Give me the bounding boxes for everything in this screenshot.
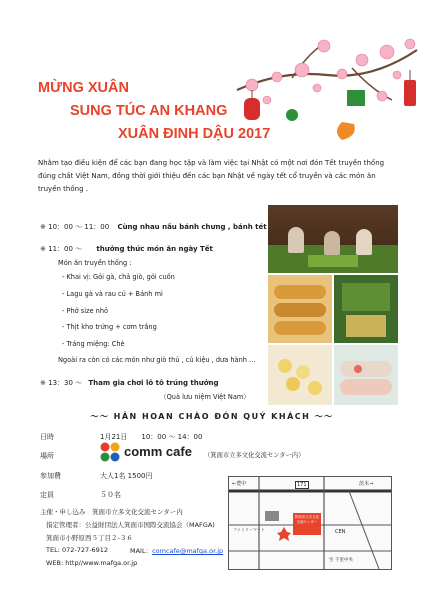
place-value: （箕面市立多文化交流センター内） xyxy=(204,452,305,459)
schedule-item-2: ※ 11：00 ～ thưởng thức món ăn ngày Tết xyxy=(40,245,213,253)
prize-note: （Quà lưu niệm Việt Nam） xyxy=(160,393,250,401)
menu-item: - Tráng miệng: Chè xyxy=(62,340,125,348)
intro-paragraph: Nhằm tạo điều kiện để các bạn đang học tập và làm việc tại Nhật có một nơi đón Tết truyền thống đúng chất Việt Nam, đồng thời giới thiệu đến các bạn Nhật về ngày tết cổ truyền và các món ăn truyền thống . xyxy=(38,159,385,193)
menu-item: - Khai vị: Gỏi gà, chả giò, gỏi cuốn xyxy=(62,273,175,281)
map-label: ファミリーマート xyxy=(233,527,265,532)
organizer-mail: MAIL：comcafe@mafga.or.jp xyxy=(130,547,224,555)
fee-value: 大人1名 1500円 xyxy=(100,472,153,480)
welcome-banner: ～～ HÂN HOAN CHÀO ĐÓN QUÝ KHÁCH ～～ xyxy=(90,412,334,421)
menu-item: - Phở size nhỏ xyxy=(62,307,109,315)
date-label: 日時 xyxy=(40,433,54,441)
capacity-label: 定員 xyxy=(40,491,54,499)
organizer-web[interactable]: WEB: http//www.mafga.or.jp xyxy=(46,559,138,567)
organizer-tel: TEL: 072-727-6912 xyxy=(46,546,109,554)
comm-cafe-logo xyxy=(98,441,122,463)
photo-dessert xyxy=(268,345,332,405)
organizer-address: 箕面市小野原西５丁目２-３６ xyxy=(46,534,133,542)
cafe-name: comm cafe xyxy=(124,444,192,459)
mail-link[interactable]: comcafe@mafga.or.jp xyxy=(152,547,224,555)
organizer-line-1: 主催・申し込み 箕面市立多文化交流センター内 xyxy=(40,508,183,516)
schedule-item-3: ※ 13：30 ～ Tham gia chơi lô tô trúng thưởng xyxy=(40,379,219,387)
menu-item: - Thịt kho trứng + cơm trắng xyxy=(62,323,157,331)
capacity-value: ５０名 xyxy=(100,491,121,499)
map-label: 箕面市立多文化交流センター xyxy=(294,515,320,524)
schedule-item-1: ※ 10：00 ～ 11：00 Cùng nhau nấu bánh chưng , bánh tét xyxy=(40,223,267,231)
title-line-1: MỪNG XUÂN xyxy=(38,80,129,96)
fee-label: 参加費 xyxy=(40,472,61,480)
comm-cafe-logo-icon xyxy=(98,441,122,463)
photo-spring-rolls xyxy=(268,275,332,343)
date-value: 1月21日 10：00 ～ 14：00 xyxy=(100,433,203,441)
title-line-2: SUNG TÚC AN KHANG xyxy=(70,103,228,119)
map-label: 至 千里中央 xyxy=(329,558,353,563)
photo-cooking xyxy=(268,205,398,273)
menu-extra: Ngoài ra còn có các món như giò thủ , củ kiệu , dưa hành … xyxy=(58,356,256,364)
menu-heading: Món ăn truyền thống : xyxy=(58,259,132,267)
organizer-line-2: 指定管理者：公益財団法人箕面市国際交流協会（MAFGA) xyxy=(46,521,215,529)
map-label: CEN xyxy=(335,529,346,535)
map-label: ←豊中 xyxy=(232,481,247,487)
photo-banh-chung xyxy=(334,275,398,343)
photo-fresh-rolls xyxy=(334,345,398,405)
map-label: 171 xyxy=(297,482,307,488)
location-map xyxy=(228,476,392,570)
title-line-3: XUÂN ĐINH DẬU 2017 xyxy=(118,126,271,142)
menu-item: - Lagu gà và rau củ + Bánh mì xyxy=(62,290,163,298)
place-label: 場所 xyxy=(40,452,54,460)
map-label: 茨木→ xyxy=(359,481,374,487)
